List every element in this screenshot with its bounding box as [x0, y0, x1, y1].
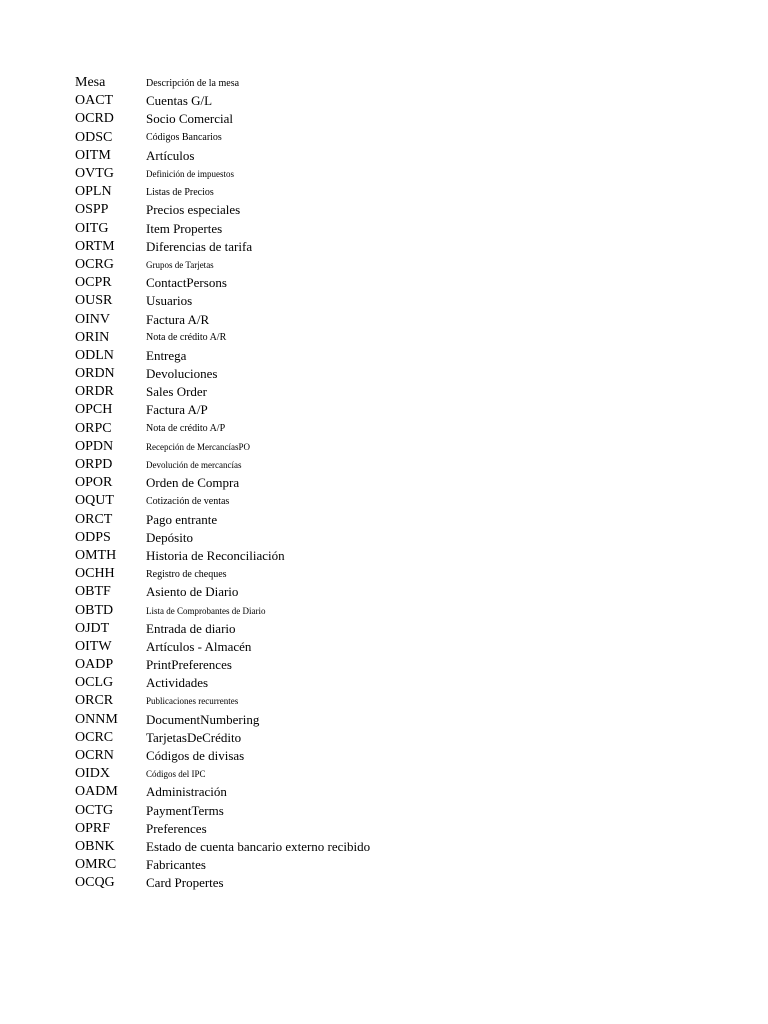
table-description: ContactPersons	[146, 275, 227, 291]
table-description: Entrega	[146, 347, 187, 363]
table-code: OADM	[75, 784, 118, 800]
table-row	[75, 856, 735, 874]
table-row	[75, 583, 735, 601]
table-row	[75, 601, 735, 619]
table-row	[75, 201, 735, 219]
table-row	[75, 365, 735, 383]
table-row	[75, 529, 735, 547]
table-row	[75, 783, 735, 801]
header-row	[75, 74, 735, 92]
table-row	[75, 656, 735, 674]
table-description: Historia de Reconciliación	[146, 547, 285, 563]
column-header-code: Mesa	[75, 75, 106, 91]
table-description: Códigos Bancarios	[146, 132, 222, 144]
table-code: OINV	[75, 311, 110, 327]
table-description: Definición de impuestos	[146, 169, 234, 180]
table-description: Card Propertes	[146, 875, 224, 891]
table-code: OITW	[75, 638, 112, 654]
table-row	[75, 674, 735, 692]
table-description: Devolución de mercancías	[146, 460, 242, 471]
table-code: ORPC	[75, 420, 112, 436]
table-code: OJDT	[75, 620, 110, 636]
column-header-description: Descripción de la mesa	[146, 77, 240, 89]
table-code: OUSR	[75, 293, 113, 309]
table-row	[75, 147, 735, 165]
table-row	[75, 474, 735, 492]
table-description: Diferencias de tarifa	[146, 238, 253, 254]
table-code: OPDN	[75, 438, 114, 454]
table-description: Depósito	[146, 529, 193, 545]
table-description: Artículos - Almacén	[146, 638, 252, 654]
table-row	[75, 438, 735, 456]
table-row	[75, 347, 735, 365]
table-code: ORTM	[75, 238, 115, 254]
table-code: ODSC	[75, 129, 113, 145]
table-code: OBTF	[75, 584, 111, 600]
table-code: OBNK	[75, 838, 115, 854]
table-description: Fabricantes	[146, 857, 206, 873]
table-code: ODLN	[75, 347, 114, 363]
table-description: DocumentNumbering	[146, 711, 260, 727]
table-row	[75, 492, 735, 510]
table-description: Nota de crédito A/P	[146, 423, 226, 435]
table-description: Factura A/P	[146, 402, 208, 418]
table-code: ORDR	[75, 384, 114, 400]
table-description: Preferences	[146, 820, 207, 836]
table-row	[75, 802, 735, 820]
table-row	[75, 692, 735, 710]
table-description: Cotización de ventas	[146, 495, 230, 507]
table-code: OPCH	[75, 402, 113, 418]
table-row	[75, 729, 735, 747]
table-description: Lista de Comprobantes de Diario	[146, 605, 266, 616]
table-row	[75, 511, 735, 529]
table-code: ONNM	[75, 711, 118, 727]
table-description: Códigos del IPC	[146, 769, 206, 780]
table-description: Registro de cheques	[146, 568, 227, 580]
table-code: OPOR	[75, 475, 113, 491]
table-description: Sales Order	[146, 384, 208, 400]
table-row	[75, 329, 735, 347]
table-description: TarjetasDeCrédito	[146, 729, 242, 745]
table-row	[75, 238, 735, 256]
table-description: Grupos de Tarjetas	[146, 259, 214, 270]
table-code: OACT	[75, 93, 114, 109]
table-description: PaymentTerms	[146, 802, 224, 818]
table-code: ORPD	[75, 457, 113, 473]
table-code: ORIN	[75, 329, 110, 345]
table-code: OITM	[75, 147, 111, 163]
table-code: OCRD	[75, 111, 114, 127]
table-code: OCRC	[75, 729, 114, 745]
table-description: Devoluciones	[146, 366, 218, 382]
table-code: OCQG	[75, 875, 115, 891]
table-description: Pago entrante	[146, 511, 218, 527]
table-list	[75, 74, 735, 892]
table-row	[75, 292, 735, 310]
table-description: Administración	[146, 784, 227, 800]
table-description: Nota de crédito A/R	[146, 332, 227, 344]
table-code: OSPP	[75, 202, 109, 218]
table-code: ORCR	[75, 693, 114, 709]
table-row	[75, 620, 735, 638]
table-code: OPRF	[75, 820, 111, 836]
table-description: Estado de cuenta bancario externo recibido	[146, 838, 371, 854]
table-row	[75, 310, 735, 328]
table-code: OQUT	[75, 493, 114, 509]
table-code: ORCT	[75, 511, 113, 527]
table-code: OCRG	[75, 256, 114, 272]
table-code: OADP	[75, 657, 114, 673]
table-code: OMRC	[75, 857, 117, 873]
table-description: Entrada de diario	[146, 620, 236, 636]
table-code: ODPS	[75, 529, 111, 545]
table-description: Item Propertes	[146, 220, 223, 236]
table-code: OVTG	[75, 166, 114, 182]
table-code: OBTD	[75, 602, 114, 618]
table-description: Factura A/R	[146, 311, 210, 327]
table-row	[75, 420, 735, 438]
table-description: Códigos de divisas	[146, 748, 245, 764]
table-row	[75, 820, 735, 838]
table-description: Precios especiales	[146, 202, 241, 218]
table-description: Socio Comercial	[146, 111, 234, 127]
table-row	[75, 220, 735, 238]
table-row	[75, 838, 735, 856]
table-row	[75, 711, 735, 729]
table-description: Listas de Precios	[146, 186, 214, 198]
table-code: OMTH	[75, 547, 117, 563]
table-description: Asiento de Diario	[146, 584, 239, 600]
table-row	[75, 765, 735, 783]
table-row	[75, 747, 735, 765]
table-description: PrintPreferences	[146, 657, 232, 673]
table-row	[75, 183, 735, 201]
table-description: Artículos	[146, 147, 195, 163]
table-row	[75, 456, 735, 474]
table-code: OITG	[75, 220, 109, 236]
table-row	[75, 638, 735, 656]
table-row	[75, 165, 735, 183]
table-row	[75, 110, 735, 128]
table-code: OIDX	[75, 766, 110, 782]
table-description: Actividades	[146, 675, 209, 691]
table-row	[75, 274, 735, 292]
table-code: OCRN	[75, 748, 114, 764]
table-code: OCPR	[75, 275, 112, 291]
table-description: Publicaciones recurrentes	[146, 696, 239, 707]
table-rows	[75, 92, 735, 892]
table-row	[75, 547, 735, 565]
table-code: OCTG	[75, 802, 114, 818]
table-code: OCLG	[75, 675, 114, 691]
table-row	[75, 256, 735, 274]
table-row	[75, 401, 735, 419]
table-row	[75, 565, 735, 583]
table-row	[75, 383, 735, 401]
table-description: Cuentas G/L	[146, 93, 213, 109]
table-description: Recepción de MercancíasPO	[146, 441, 250, 452]
table-description: Usuarios	[146, 293, 193, 309]
table-code: OPLN	[75, 184, 112, 200]
table-row	[75, 92, 735, 110]
table-code: OCHH	[75, 566, 115, 582]
table-code: ORDN	[75, 366, 115, 382]
table-row	[75, 874, 735, 892]
table-description: Orden de Compra	[146, 475, 240, 491]
table-row	[75, 129, 735, 147]
